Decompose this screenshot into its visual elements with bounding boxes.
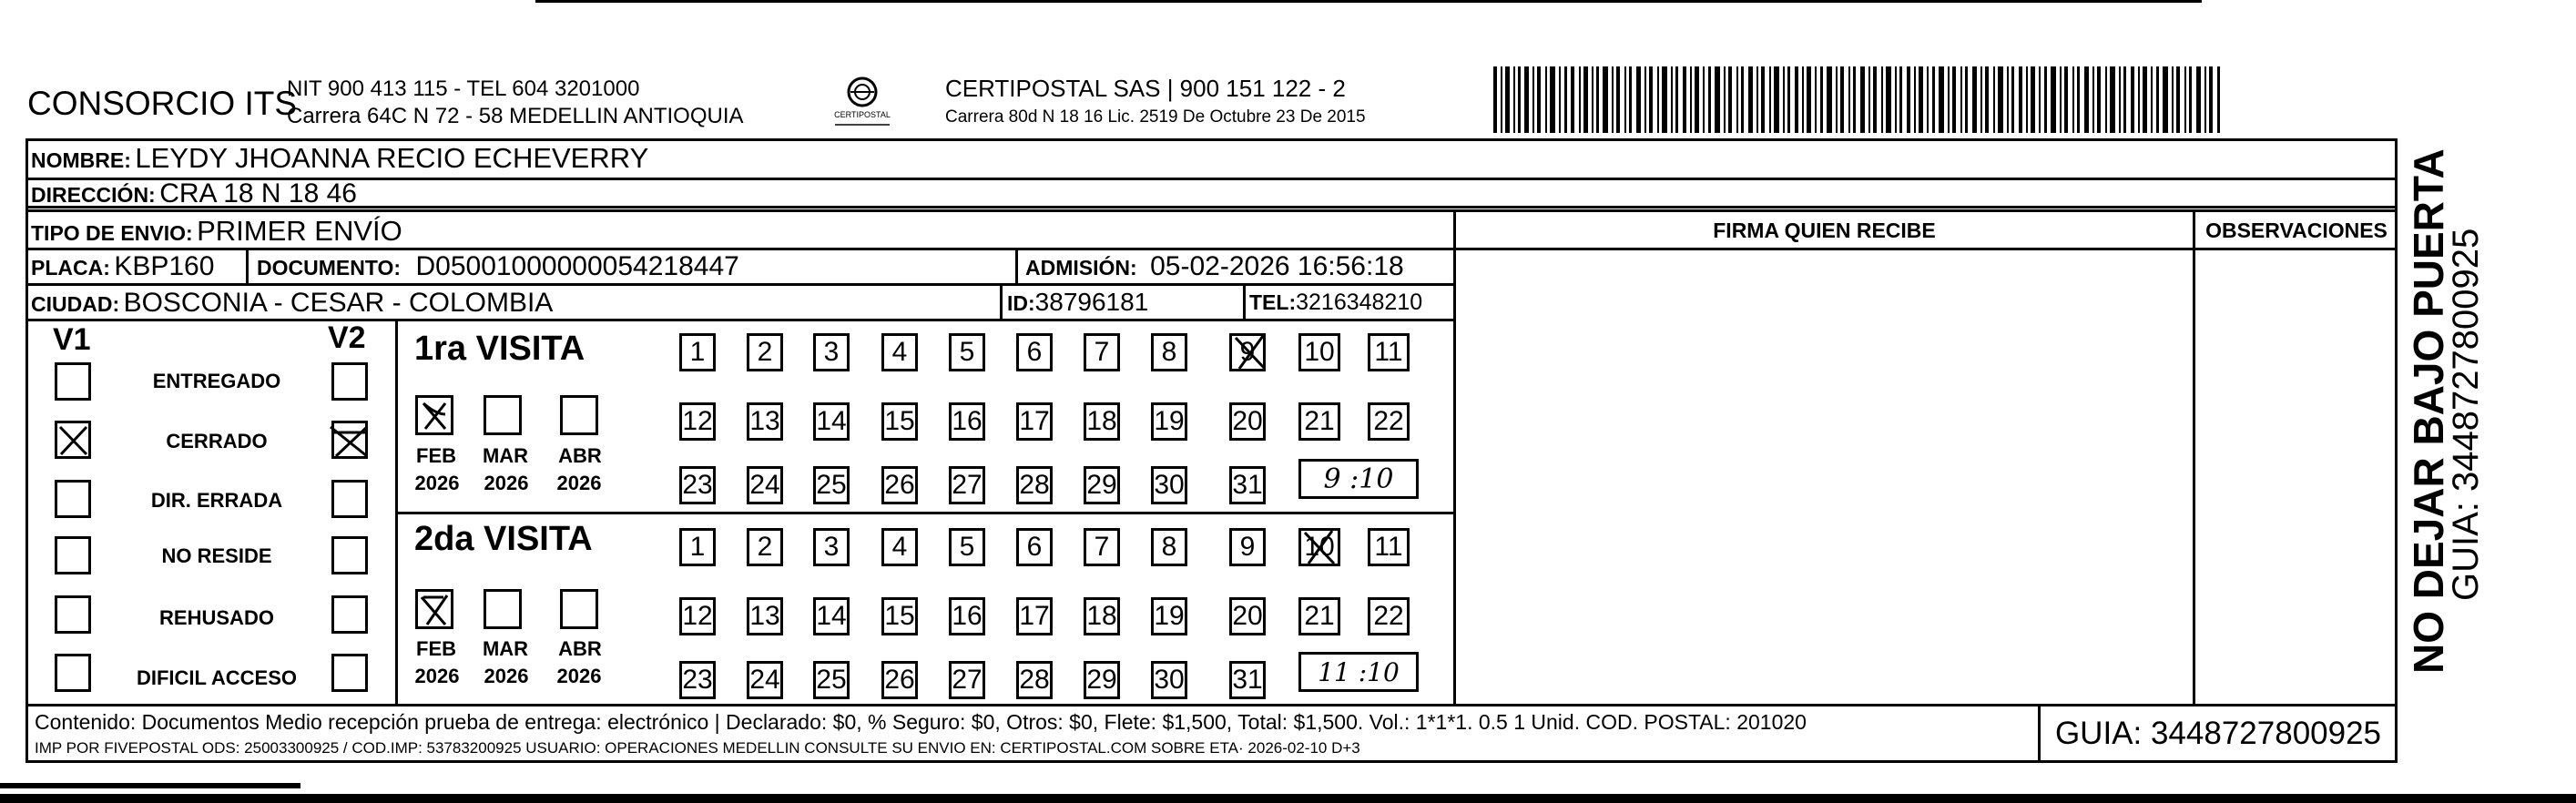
visit1-day-12[interactable]: 12 [679,402,716,441]
footer-contenido: Contenido: Documentos Medio recepción prueba de entrega: electrónico | Declarado: $0, % Seguro: $0, Otros: $0, Flete: $1,500, Total: $1,500. Vol.: 1*1*1. 0.5 1 Unid. COD. POSTAL: 201020 [35,710,1807,734]
visit2-day-13[interactable]: 13 [747,597,783,635]
visit1-day-16[interactable]: 16 [949,402,985,441]
visit2-day-2[interactable]: 2 [747,528,783,566]
visit2-day-6[interactable]: 6 [1016,528,1053,566]
visit2-day-3[interactable]: 3 [813,528,850,566]
visit2-day-26[interactable]: 26 [881,661,918,699]
v1-cerrado-checkbox[interactable] [55,421,91,459]
visit1-month-abr-checkbox[interactable] [560,395,598,435]
option-dir-errada: DIR. ERRADA [150,489,283,512]
visit2-day-23[interactable]: 23 [679,661,716,699]
visit1-day-22[interactable]: 22 [1368,402,1410,441]
visit1-month-mar-checkbox[interactable] [484,395,522,435]
visit2-day-27[interactable]: 27 [949,661,985,699]
visit1-day-1[interactable]: 1 [679,333,716,371]
visit2-month-abr-checkbox[interactable] [560,589,598,629]
visit2-month-feb: FEB [416,637,456,660]
visit1-day-30[interactable]: 30 [1151,466,1187,504]
visit2-day-22[interactable]: 22 [1368,597,1410,635]
visit2-day-8[interactable]: 8 [1151,528,1187,566]
tel-value: 3216348210 [1296,290,1423,315]
visit1-day-20[interactable]: 20 [1229,402,1266,441]
visit2-day-10[interactable]: 10 [1298,528,1340,566]
observaciones-header: OBSERVACIONES [2205,219,2388,242]
visit2-year-feb: 2026 [414,665,460,687]
visit2-month-abr: ABR [558,637,602,660]
v2-cerrado-checkbox[interactable] [331,421,368,459]
id-label: ID: [1007,291,1035,315]
visit1-day-24[interactable]: 24 [747,466,783,504]
visit2-month-mar-checkbox[interactable] [484,589,522,629]
visit2-day-19[interactable]: 19 [1151,597,1187,635]
v2-rehusado-checkbox[interactable] [331,595,368,634]
visit1-time[interactable]: 9 :10 [1298,459,1419,499]
visit2-day-30[interactable]: 30 [1151,661,1187,699]
visit2-day-20[interactable]: 20 [1229,597,1266,635]
footer-guia: GUIA: 3448727800925 [2054,716,2382,751]
certipostal-line2: Carrera 80d N 18 16 Lic. 2519 De Octubre 23 De 2015 [945,107,1366,127]
v1-dir-errada-checkbox[interactable] [55,480,91,518]
id-value: 38796181 [1034,288,1149,316]
visit1-day-3[interactable]: 3 [813,333,850,371]
v1-rehusado-checkbox[interactable] [55,595,91,634]
visit1-day-7[interactable]: 7 [1084,333,1120,371]
option-dificil-acceso: DIFICIL ACCESO [136,666,297,689]
visit1-day-6[interactable]: 6 [1016,333,1053,371]
option-rehusado: REHUSADO [159,606,274,629]
visit1-day-15[interactable]: 15 [881,402,918,441]
tipo-label: TIPO DE ENVIO: [31,221,193,245]
visit2-day-25[interactable]: 25 [813,661,850,699]
v2-dificil-acceso-checkbox[interactable] [331,654,368,692]
visit1-day-10[interactable]: 10 [1298,333,1340,371]
visit2-day-31[interactable]: 31 [1229,661,1266,699]
option-cerrado: CERRADO [166,430,268,452]
placa-label: PLACA: [31,256,110,280]
tipo-value: PRIMER ENVÍO [197,215,402,247]
visit2-day-9[interactable]: 9 [1229,528,1266,566]
visit2-day-12[interactable]: 12 [679,597,716,635]
logo-text: CERTIPOSTAL [834,110,891,119]
nombre-value: LEYDY JHOANNA RECIO ECHEVERRY [135,142,649,174]
visit1-day-5[interactable]: 5 [949,333,985,371]
tel-label: TEL: [1249,290,1297,314]
visit2-month-mar: MAR [482,637,529,660]
visit1-day-13[interactable]: 13 [747,402,783,441]
company-address: Carrera 64C N 72 - 58 MEDELLIN ANTIOQUIA [287,104,744,128]
visit2-day-21[interactable]: 21 [1298,597,1340,635]
ciudad-value: BOSCONIA - CESAR - COLOMBIA [123,288,554,318]
visit2-year-mar: 2026 [484,665,529,687]
visit1-day-21[interactable]: 21 [1298,402,1340,441]
visit2-day-16[interactable]: 16 [949,597,985,635]
visit1-day-28[interactable]: 28 [1016,466,1053,504]
v2-no-reside-checkbox[interactable] [331,536,368,574]
visit1-year-mar: 2026 [484,472,529,494]
barcode [1493,66,2222,133]
documento-label: DOCUMENTO: [257,256,402,280]
visit2-day-7[interactable]: 7 [1084,528,1120,566]
visit2-month-feb-checkbox[interactable] [415,589,453,629]
company-nit: NIT 900 413 115 - TEL 604 3201000 [287,76,640,101]
visit2-day-29[interactable]: 29 [1084,661,1120,699]
visit1-day-23[interactable]: 23 [679,466,716,504]
side-guia: GUIA: 3448727800925 [2446,228,2486,601]
company-name: CONSORCIO ITS [27,85,298,122]
visit1-day-31[interactable]: 31 [1229,466,1266,504]
visit1-day-26[interactable]: 26 [881,466,918,504]
footer-imp: IMP POR FIVEPOSTAL ODS: 25003300925 / COD.IMP: 53783200925 USUARIO: OPERACIONES MEDELLIN CONSULTE SU ENVIO EN: CERTIPOSTAL.COM SOBRE ETA· 2026-02-10 D+3 [35,739,1360,757]
visit1-year-abr: 2026 [556,472,602,494]
visit1-day-4[interactable]: 4 [881,333,918,371]
v2-label: V2 [328,320,366,355]
direccion-label: DIRECCIÓN: [31,183,156,207]
visit1-day-17[interactable]: 17 [1016,402,1053,441]
option-entregado: ENTREGADO [152,370,281,392]
visit2-year-abr: 2026 [556,665,602,687]
visit2-day-15[interactable]: 15 [881,597,918,635]
visit1-day-9[interactable]: 9 [1229,333,1266,371]
visit1-day-14[interactable]: 14 [813,402,850,441]
visit1-day-18[interactable]: 18 [1084,402,1120,441]
admision-value: 05-02-2026 16:56:18 [1150,251,1404,281]
v2-dir-errada-checkbox[interactable] [331,480,368,518]
option-no-reside: NO RESIDE [161,544,272,567]
placa-value: KBP160 [114,251,215,281]
side-warning: NO DEJAR BAJO PUERTA [2405,148,2452,674]
v1-entregado-checkbox[interactable] [55,362,91,401]
ciudad-label: CIUDAD: [31,292,120,316]
visit1-day-29[interactable]: 29 [1084,466,1120,504]
visit1-day-8[interactable]: 8 [1151,333,1187,371]
documento-value: D05001000000054218447 [415,251,739,281]
visit1-month-mar: MAR [482,444,529,467]
visit1-title: 1ra VISITA [414,330,585,368]
visit2-time[interactable]: 11 :10 [1298,652,1419,692]
certipostal-line1: CERTIPOSTAL SAS | 900 151 122 - 2 [945,75,1346,102]
visit2-day-11[interactable]: 11 [1368,528,1410,566]
firma-header: FIRMA QUIEN RECIBE [1713,219,1936,242]
v1-dificil-acceso-checkbox[interactable] [55,654,91,692]
visit2-day-14[interactable]: 14 [813,597,850,635]
v1-no-reside-checkbox[interactable] [55,536,91,574]
visit1-day-11[interactable]: 11 [1368,333,1410,371]
visit2-title: 2da VISITA [414,520,593,558]
visit2-day-1[interactable]: 1 [679,528,716,566]
admision-label: ADMISIÓN: [1025,256,1137,280]
visit1-day-25[interactable]: 25 [813,466,850,504]
v2-entregado-checkbox[interactable] [331,362,368,401]
direccion-value: CRA 18 N 18 46 [159,178,357,208]
visit2-day-17[interactable]: 17 [1016,597,1053,635]
visit1-year-feb: 2026 [414,472,460,494]
visit1-day-2[interactable]: 2 [747,333,783,371]
visit1-month-feb-checkbox[interactable] [415,395,453,435]
visit1-month-feb: FEB [416,444,456,467]
visit1-day-27[interactable]: 27 [949,466,985,504]
visit2-day-5[interactable]: 5 [949,528,985,566]
visit2-day-28[interactable]: 28 [1016,661,1053,699]
nombre-label: NOMBRE: [31,148,131,172]
visit2-day-4[interactable]: 4 [881,528,918,566]
certipostal-logo [830,75,894,127]
visit2-day-24[interactable]: 24 [747,661,783,699]
visit2-day-18[interactable]: 18 [1084,597,1120,635]
visit1-month-abr: ABR [558,444,602,467]
visit1-day-19[interactable]: 19 [1151,402,1187,441]
v1-label: V1 [53,322,91,357]
